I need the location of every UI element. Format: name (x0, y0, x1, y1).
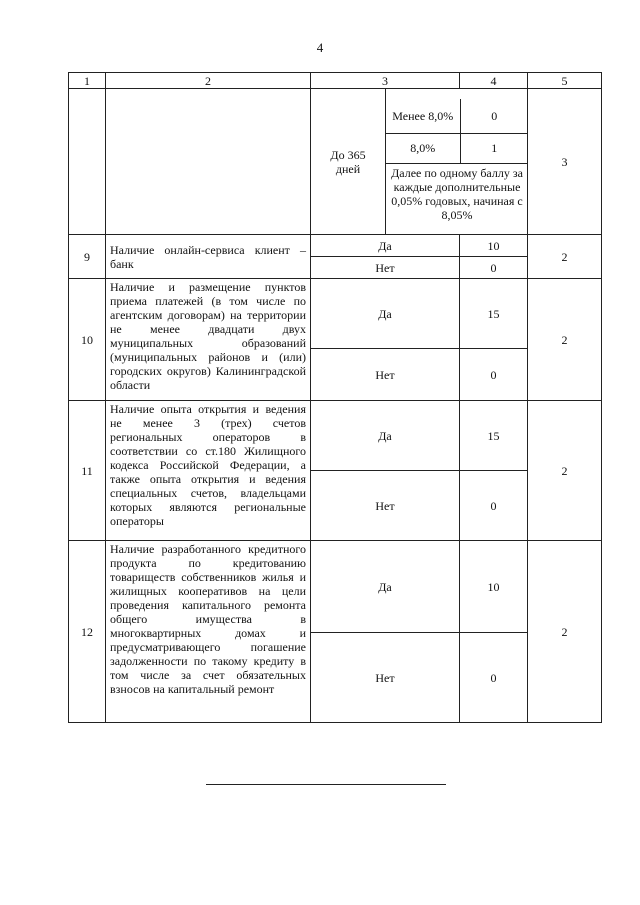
table-row-9 (69, 235, 602, 257)
option-score: 10 (460, 541, 528, 633)
option-answer: Нет (311, 633, 460, 723)
table-row-10 (69, 279, 602, 349)
criterion-description: Наличие онлайн-сервиса клиент – банк (106, 235, 311, 279)
option-score: 15 (460, 401, 528, 471)
option-score: 10 (460, 235, 528, 257)
row-desc-empty (106, 89, 311, 235)
option-answer: Нет (311, 257, 460, 279)
rate-score: 1 (460, 133, 528, 163)
header-col-4: 4 (460, 73, 528, 89)
criterion-description: Наличие разработанного кредитного продукта по кредитованию товариществ собственников жилья и жилищных кооперативов на цели проведения капитального ремонта общего имущества в многоквартирных домах и предусматривающего погашение задолженности по такому кредиту в том числе за счет обязательных взносов на капитальный ремонт (106, 541, 311, 723)
criterion-number: 11 (69, 401, 106, 541)
header-col-5: 5 (528, 73, 602, 89)
option-score: 0 (460, 471, 528, 541)
term-cell: До 365 дней (311, 89, 386, 235)
option-score: 15 (460, 279, 528, 349)
criterion-weight: 2 (528, 541, 602, 723)
option-answer: Да (311, 279, 460, 349)
criterion-number: 12 (69, 541, 106, 723)
rate-condition: 8,0% (386, 133, 460, 163)
option-score: 0 (460, 257, 528, 279)
option-answer: Нет (311, 349, 460, 401)
criteria-table (68, 72, 602, 723)
row-num-empty (69, 89, 106, 235)
rate-subtable-cell (386, 89, 528, 235)
rate-score: 0 (460, 99, 528, 133)
rate-condition: Менее 8,0% (386, 99, 460, 133)
footer-divider (206, 784, 446, 785)
page-number: 4 (316, 40, 324, 55)
header-col-2: 2 (106, 73, 311, 89)
criterion-description: Наличие опыта открытия и ведения не менее 3 (трех) счетов региональных операторов в соответствии со ст.180 Жилищного кодекса Российской Федерации, а также опыта открытия и ведения специальных счетов, владельцами которых являются региональные операторы (106, 401, 311, 541)
criterion-weight: 2 (528, 401, 602, 541)
rate-subtable (386, 99, 528, 224)
weight-cell: 3 (528, 89, 602, 235)
option-answer: Да (311, 541, 460, 633)
table-row-continuation (69, 89, 602, 235)
criterion-description: Наличие и размещение пунктов приема платежей (в том числе по агентским договорам) на территории не менее двадцати двух муниципальных образований (муниципальных районов и (или) городских округов) Калининградской области (106, 279, 311, 401)
criterion-number: 9 (69, 235, 106, 279)
criterion-weight: 2 (528, 235, 602, 279)
table-row-11 (69, 401, 602, 471)
header-col-3: 3 (311, 73, 460, 89)
criterion-weight: 2 (528, 279, 602, 401)
option-answer: Да (311, 401, 460, 471)
option-answer: Нет (311, 471, 460, 541)
criterion-number: 10 (69, 279, 106, 401)
header-row (69, 73, 602, 89)
option-score: 0 (460, 633, 528, 723)
option-score: 0 (460, 349, 528, 401)
rate-rule: Далее по одному баллу за каждые дополнительные 0,05% годовых, начиная с 8,05% (386, 163, 528, 224)
header-col-1: 1 (69, 73, 106, 89)
option-answer: Да (311, 235, 460, 257)
table-row-12 (69, 541, 602, 633)
